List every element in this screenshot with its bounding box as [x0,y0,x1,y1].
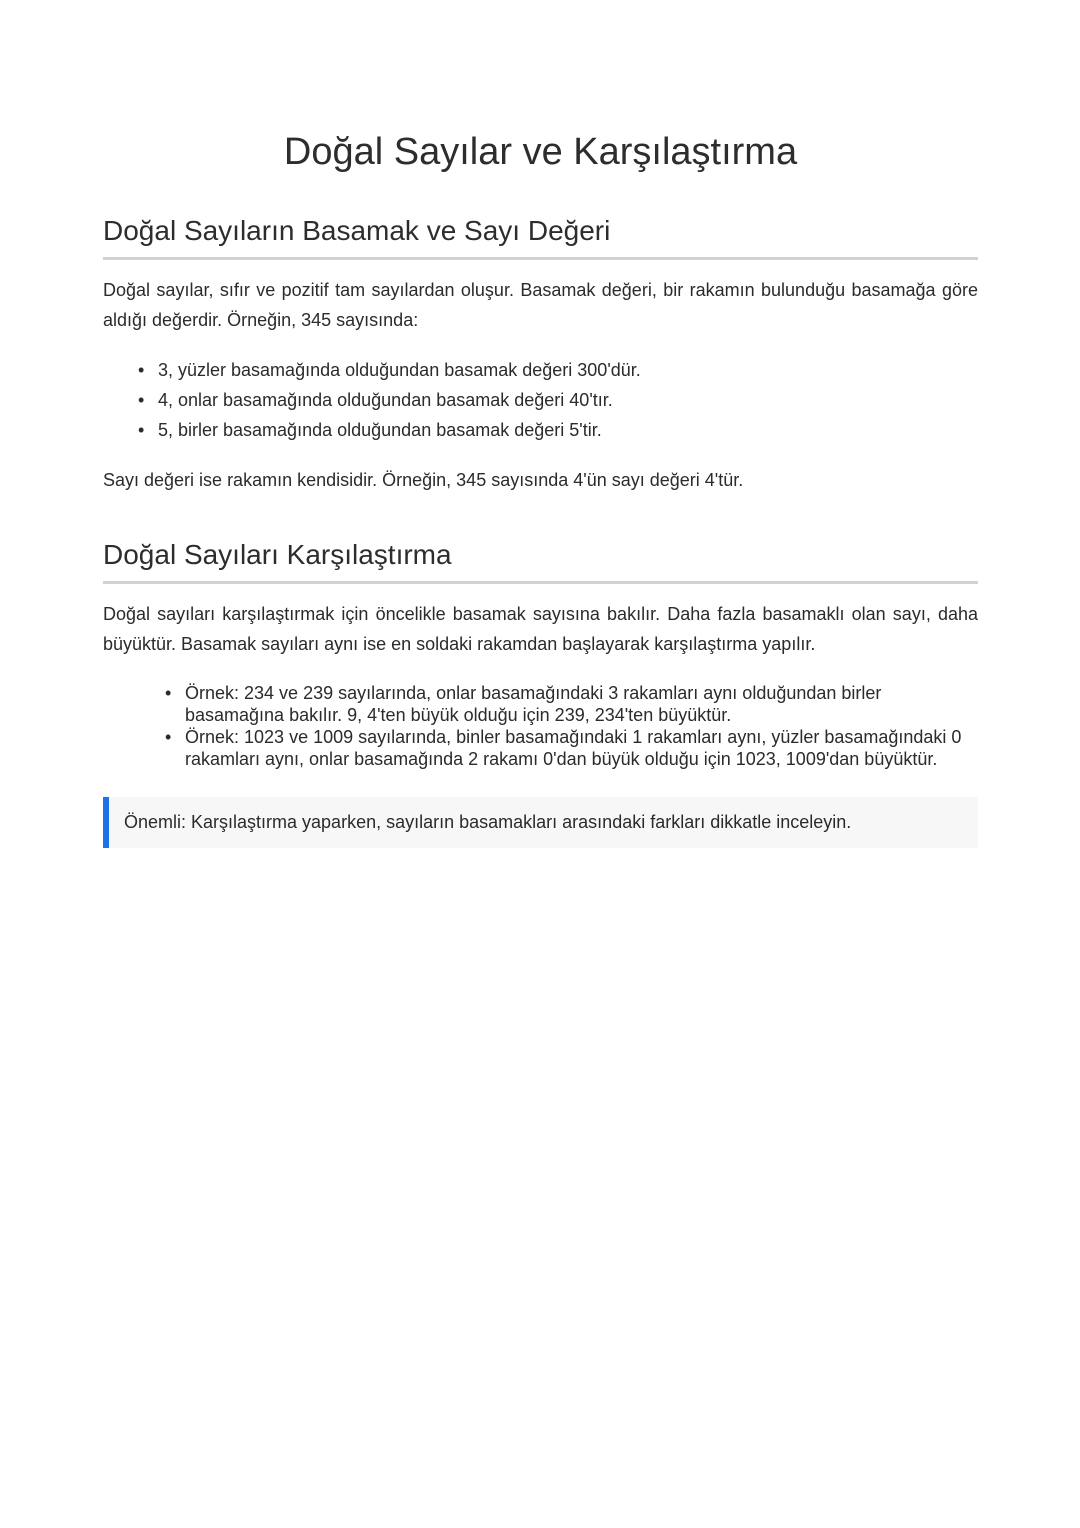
list-item-text: 4, onlar basamağında olduğundan basamak değeri 40'tır. [158,390,613,410]
important-note-callout [103,797,978,848]
place-value-list [138,355,978,445]
list-item [138,355,978,385]
list-item-text: Örnek: 234 ve 239 sayılarında, onlar basamağındaki 3 rakamları aynı olduğundan birler basamağına bakılır. 9, 4'ten büyük olduğu için 239, 234'ten büyüktür. [185,683,882,725]
list-item-text: 5, birler basamağında olduğundan basamak değeri 5'tir. [158,420,602,440]
list-item-text: 3, yüzler basamağında olduğundan basamak değeri 300'dür. [158,360,641,380]
section1-outro-paragraph: Sayı değeri ise rakamın kendisidir. Örneğin, 345 sayısında 4'ün sayı değeri 4'tür. [103,470,744,490]
bullet-icon: • [138,390,145,410]
section2-intro-paragraph: Doğal sayıları karşılaştırmak için öncelikle basamak sayısına bakılır. Daha fazla basamaklı olan sayı, daha büyüktür. Basamak sayıları aynı ise en soldaki rakamdan başlayarak karşılaştırma yapılır. [103,604,978,654]
section-heading-place-value: Doğal Sayıların Basamak ve Sayı Değeri [103,211,978,260]
section-heading-comparison: Doğal Sayıları Karşılaştırma [103,535,978,584]
bullet-icon: • [138,420,145,440]
section1-intro-paragraph: Doğal sayılar, sıfır ve pozitif tam sayılardan oluşur. Basamak değeri, bir rakamın bulunduğu basamağa göre aldığı değerdir. Örneğin, 345 sayısında: [103,280,978,330]
comparison-examples-list [165,682,978,770]
page-title: Doğal Sayılar ve Karşılaştırma [283,131,798,173]
bullet-icon: • [165,727,172,747]
list-item-text: Örnek: 1023 ve 1009 sayılarında, binler basamağındaki 1 rakamları aynı, yüzler basamağındaki 0 rakamları aynı, onlar basamağında 2 rakamı 0'dan büyük olduğu için 1023, 1009'dan büyüktür. [185,727,962,769]
list-item [165,682,978,726]
list-item [165,726,978,770]
callout-text: Önemli: Karşılaştırma yaparken, sayıların basamakları arasındaki farkları dikkatle inceleyin. [124,812,852,832]
list-item [138,415,978,445]
bullet-icon: • [138,360,145,380]
bullet-icon: • [165,683,172,703]
list-item [138,385,978,415]
